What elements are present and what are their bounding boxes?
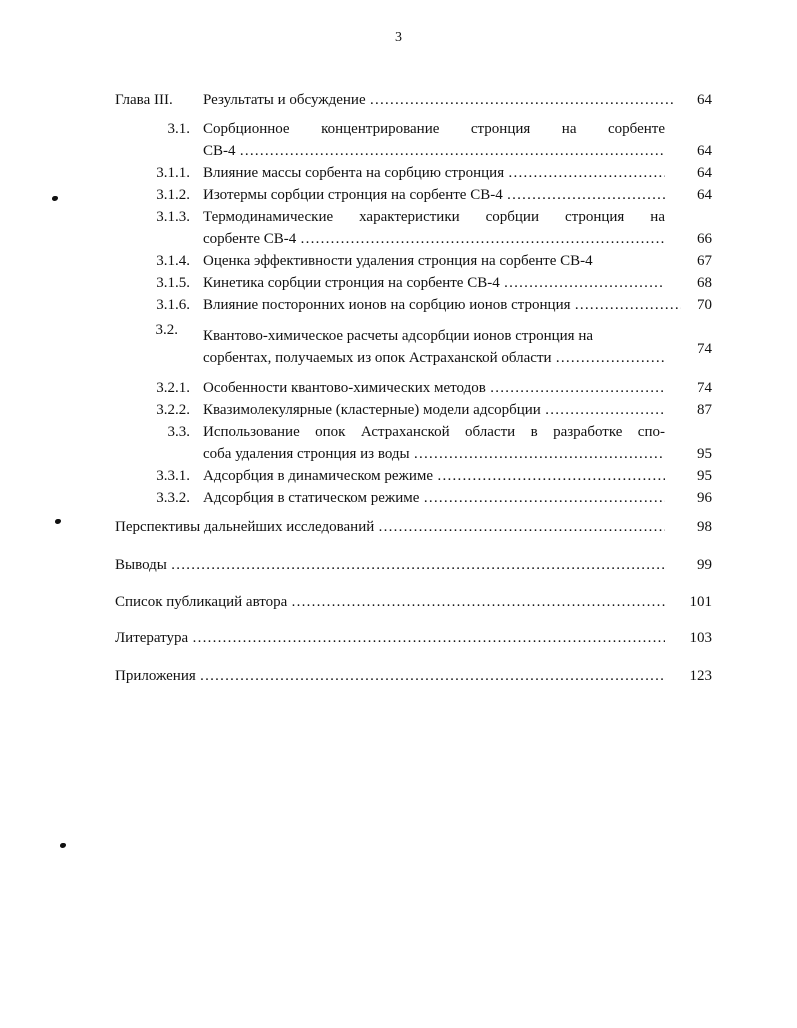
toc-page: 96 [697,490,712,506]
toc-number: 3.3.1. [156,468,190,484]
chapter-title: Результаты и обсуждение ……………………………………………………………………………………………………………… [203,92,673,109]
section-title: Перспективы дальнейших исследований …………………………………………………………………………………………………………………………… [115,519,665,536]
section-page: 99 [697,557,712,573]
toc-page: 64 [697,165,712,181]
toc-title: Кинетика сорбции стронция на сорбенте СВ-4 ……………………………………………………………………………………………………………… [203,275,665,292]
toc-page: 95 [697,468,712,484]
section-title: Список публикаций автора …………………………………………………………………………………………………………………………… [115,594,665,611]
toc-page: 68 [697,275,712,291]
toc-number: 3.3.2. [156,490,190,506]
chapter-label: Глава III. [115,92,173,108]
toc-title-line1: Сорбционное концентрирование стронция на сорбенте [203,121,665,137]
toc-number: 3.2. [155,322,178,338]
chapter-page: 64 [697,92,712,108]
scan-speck [55,519,61,524]
section-page: 123 [689,668,712,684]
toc-page: 64 [697,187,712,203]
section-title: Приложения …………………………………………………………………………………………………………………………… [115,668,665,685]
toc-title-line2: соба удаления стронция из воды ……………………………………………………………………………………………………………… [203,446,665,463]
toc-page: 95 [697,446,712,462]
toc-page: 74 [697,380,712,396]
toc-number: 3.1.1. [156,165,190,181]
toc-number: 3.1.3. [156,209,190,225]
toc-page: 74 [697,341,712,357]
section-page: 98 [697,519,712,535]
toc-page: 70 [697,297,712,313]
section-title: Выводы …………………………………………………………………………………………………………………………… [115,557,665,574]
toc-number: 3.1.2. [156,187,190,203]
toc-title: Оценка эффективности удаления стронция на сорбенте СВ-4 [203,253,593,269]
scan-speck [60,843,66,848]
toc-number: 3.2.2. [156,402,190,418]
toc-number: 3.1. [167,121,190,137]
toc-title: Адсорбция в статическом режиме ……………………………………………………………………………………………………………… [203,490,665,507]
toc-number: 3.1.4. [156,253,190,269]
page-number: 3 [395,30,402,45]
toc-number: 3.3. [167,424,190,440]
toc-title: Изотермы сорбции стронция на сорбенте СВ-4 ……………………………………………………………………………………………………………… [203,187,665,204]
toc-title: Особенности квантово-химических методов ……………………………………………………………………………………………………………… [203,380,665,397]
toc-title-line2: СВ-4 ……………………………………………………………………………………………………………… [203,143,665,160]
toc-title: Влияние посторонних ионов на сорбцию ионов стронция ……………………………………………………………………………………………………………… [203,297,681,314]
toc-number: 3.2.1. [156,380,190,396]
toc-title-line1: Использование опок Астраханской области в разработке спо- [203,424,665,440]
toc-title: Влияние массы сорбента на сорбцию стронция ……………………………………………………………………………………………………………… [203,165,665,182]
section-title: Литература …………………………………………………………………………………………………………………………… [115,630,665,647]
toc-page: 66 [697,231,712,247]
toc-number: 3.1.5. [156,275,190,291]
section-page: 101 [689,594,712,610]
toc-number: 3.1.6. [156,297,190,313]
toc-title: Адсорбция в динамическом режиме ……………………………………………………………………………………………………………… [203,468,665,485]
toc-page: 64 [697,143,712,159]
toc-title-line2: сорбенте СВ-4 ……………………………………………………………………………………………………………… [203,231,665,248]
toc-page: 87 [697,402,712,418]
toc-title-line2: сорбентах, получаемых из опок Астраханской области ……………………………………………………………………………………………………………… [203,350,665,367]
toc-title-line1: Квантово-химическое расчеты адсорбции ионов стронция на [203,328,594,344]
scan-speck [52,196,58,201]
toc-title: Квазимолекулярные (кластерные) модели адсорбции ……………………………………………………………………………………………………………… [203,402,665,419]
section-page: 103 [689,630,712,646]
toc-title-line1: Термодинамические характеристики сорбции стронция на [203,209,665,225]
toc-page: 67 [697,253,712,269]
